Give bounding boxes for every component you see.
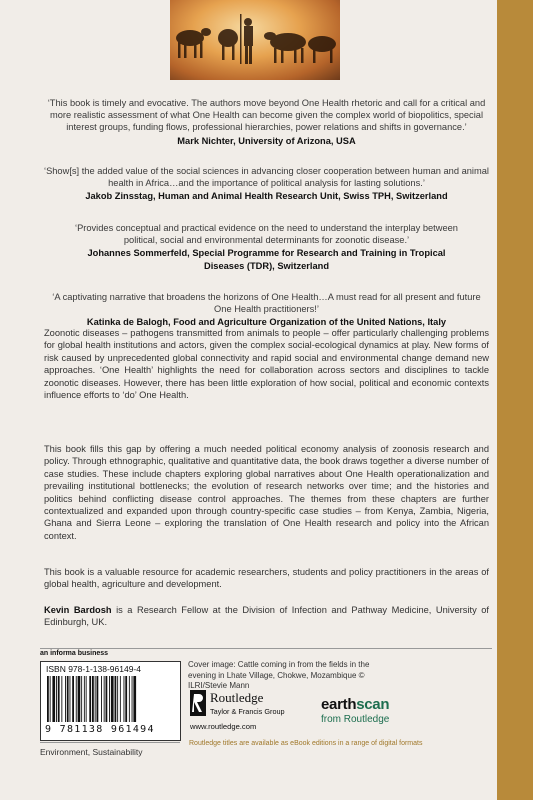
endorsement-quote <box>44 291 489 329</box>
quote-attribution: Katinka de Balogh, Food and Agriculture Organization of the United Nations, Italy <box>86 317 447 328</box>
author-name: Kevin Bardosh <box>44 605 112 615</box>
quote-text: ‘Show[s] the added value of the social sciences in advancing closer cooperation between human and animal health in Africa…and the importance of political analysis for lasting solutions.’ <box>44 166 489 189</box>
quote-attribution: Mark Nichter, University of Arizona, USA <box>177 135 356 146</box>
cover-image-credit: Cover image: Cattle coming in from the fields in the evening in Lhate Village, Chokwe, Mozambique © ILRI/Stevie Mann <box>188 660 370 690</box>
spine-stripe <box>497 0 533 800</box>
routledge-url[interactable]: www.routledge.com <box>190 722 257 731</box>
endorsement-quote <box>44 97 489 147</box>
author-bio <box>44 604 489 629</box>
earthscan-wordmark <box>321 697 413 712</box>
divider <box>40 742 180 743</box>
cover-photo <box>170 0 340 80</box>
author-description: is a Research Fellow at the Division of Infection and Pathway Medicine, University of Edinburgh, UK. <box>44 605 489 628</box>
divider <box>40 648 492 649</box>
earthscan-from: from Routledge <box>321 714 390 725</box>
subject-category: Environment, Sustainability <box>40 747 143 757</box>
endorsement-quote <box>44 165 489 203</box>
informa-label: an informa business <box>40 650 109 657</box>
barcode-number: 9 781138 961494 <box>45 724 155 735</box>
quote-text: ‘A captivating narrative that broadens the horizons of One Health…A must read for all present and future One Health practitioners!’ <box>52 292 481 315</box>
isbn-text: ISBN 978-1-138-96149-4 <box>46 664 141 674</box>
earthscan-part-a: earth <box>321 696 357 713</box>
earthscan-logo <box>321 697 413 725</box>
routledge-name: Routledge <box>210 690 264 705</box>
quote-text: ‘Provides conceptual and practical evidence on the need to understand the interplay between political, social and environmental determinants for zoonotic disease.’ <box>75 223 458 246</box>
barcode-bars <box>47 676 173 724</box>
earthscan-part-b: scan <box>356 696 390 713</box>
routledge-group: Taylor & Francis Group <box>210 707 285 716</box>
barcode <box>40 661 181 741</box>
quote-attribution: Johannes Sommerfeld, Special Programme for Research and Training in Tropical Diseases (TDR), Switzerland <box>87 248 446 271</box>
endorsement-quote <box>44 222 489 272</box>
description-paragraph: Zoonotic diseases – pathogens transmitted from animals to people – offer particularly challenging problems for global health institutions and actors, given the complex social-ecological dynamics at play. New forms of risk caused by unprecedented global connectivity and rapid social and environmental change demand new approaches. ‘One Health’ highlights the need for collaboration across sectors and disciplines to tackle zoonotic diseases. However, there has been little exploration of how social, political and economic contexts influence efforts to ‘do’ One Health. <box>44 328 489 401</box>
description-paragraph: This book is a valuable resource for academic researchers, students and policy practitioners in the areas of global health, agriculture and development. <box>44 567 489 590</box>
quote-text: ‘This book is timely and evocative. The authors move beyond One Health rhetoric and call for a critical and more realistic assessment of what One Health can become given the complex world of biopolitics, special interest groups, funding flows, professional hierarchies, power relations and shifts in governance.’ <box>47 98 486 133</box>
quote-attribution: Jakob Zinsstag, Human and Animal Health Research Unit, Swiss TPH, Switzerland <box>85 191 448 202</box>
ebook-note: Routledge titles are available as eBook editions in a range of digital formats <box>189 740 423 747</box>
description-paragraph: This book fills this gap by offering a much needed political economy analysis of zoonosis research and policy. Through ethnographic, qualitative and quantitative data, the book draws together a diverse number of case studies. These include chapters exploring global narratives about One Health operationalization and prevailing institutional bottlenecks; the evolution of research networks over time; and the histories and politics behind conflicting disease control approaches. The themes from these chapters are further contextualized and expanded upon through country-specific case studies – from Kenya, Zambia, Nigeria, Ghana and Sierra Leone – exploring the translation of One Health research and policy into the African context. <box>44 444 489 541</box>
routledge-mark-icon <box>190 690 206 716</box>
